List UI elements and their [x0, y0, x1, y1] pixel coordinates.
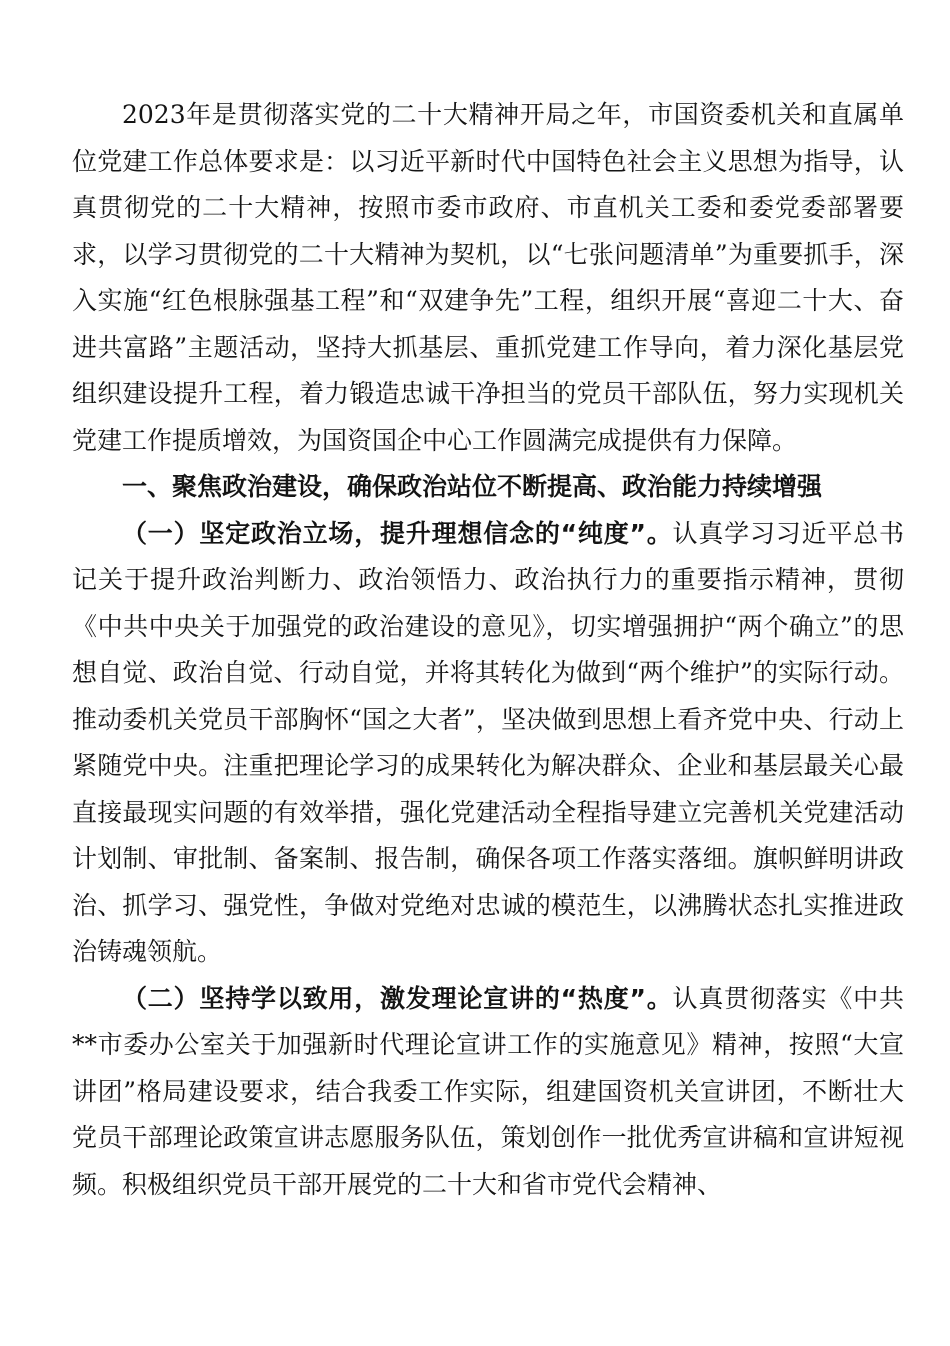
intro-paragraph: 2023年是贯彻落实党的二十大精神开局之年，市国资委机关和直属单位党建工作总体要求是：以习近平新时代中国特色社会主义思想为指导，认真贯彻党的二十大精神，按照市委市政府、市直机关工委和委党委部署要求，以学习贯彻党的二十大精神为契机，以“七张问题清单”为重要抓手，深入实施“红色根脉强基工程”和“双建争先”工程，组织开展“喜迎二十大、奋进共富路”主题活动，坚持大抓基层、重抓党建工作导向，着力深化基层党组织建设提升工程，着力锻造忠诚干净担当的党员干部队伍，努力实现机关党建工作提质增效，为国资国企中心工作圆满完成提供有力保障。 — [72, 100, 904, 455]
item-title-1: （一）坚定政治立场，提升理想信念的“纯度”。 — [122, 518, 673, 548]
item-body-2: 认真贯彻落实《中共**市委办公室关于加强新时代理论宣讲工作的实施意见》精神，按照“大宣讲团”格局建设要求，结合我委工作实际，组建国资机关宣讲团，不断壮大党员干部理论政策宣讲志愿服务队伍，策划创作一批优秀宣讲稿和宣讲短视频。积极组织党员干部开展党的二十大和省市党代会精神、 — [72, 983, 904, 1199]
item-paragraph-2 — [72, 976, 904, 1209]
item-title-2: （二）坚持学以致用，激发理论宣讲的“热度”。 — [122, 983, 673, 1013]
item-body-1: 认真学习习近平总书记关于提升政治判断力、政治领悟力、政治执行力的重要指示精神，贯彻《中共中央关于加强党的政治建设的意见》，切实增强拥护“两个确立”的思想自觉、政治自觉、行动自觉，并将其转化为做到“两个维护”的实际行动。推动委机关党员干部胸怀“国之大者”，坚决做到思想上看齐党中央、行动上紧随党中央。注重把理论学习的成果转化为解决群众、企业和基层最关心最直接最现实问题的有效举措，强化党建活动全程指导建立完善机关党建活动计划制、审批制、备案制、报告制，确保各项工作落实落细。旗帜鲜明讲政治、抓学习、强党性，争做对党绝对忠诚的模范生，以沸腾状态扎实推进政治铸魂领航。 — [72, 518, 904, 966]
document-page — [72, 92, 904, 1208]
item-paragraph-1 — [72, 511, 904, 976]
section-heading-1: 一、聚焦政治建设，确保政治站位不断提高、政治能力持续增强 — [122, 472, 823, 501]
